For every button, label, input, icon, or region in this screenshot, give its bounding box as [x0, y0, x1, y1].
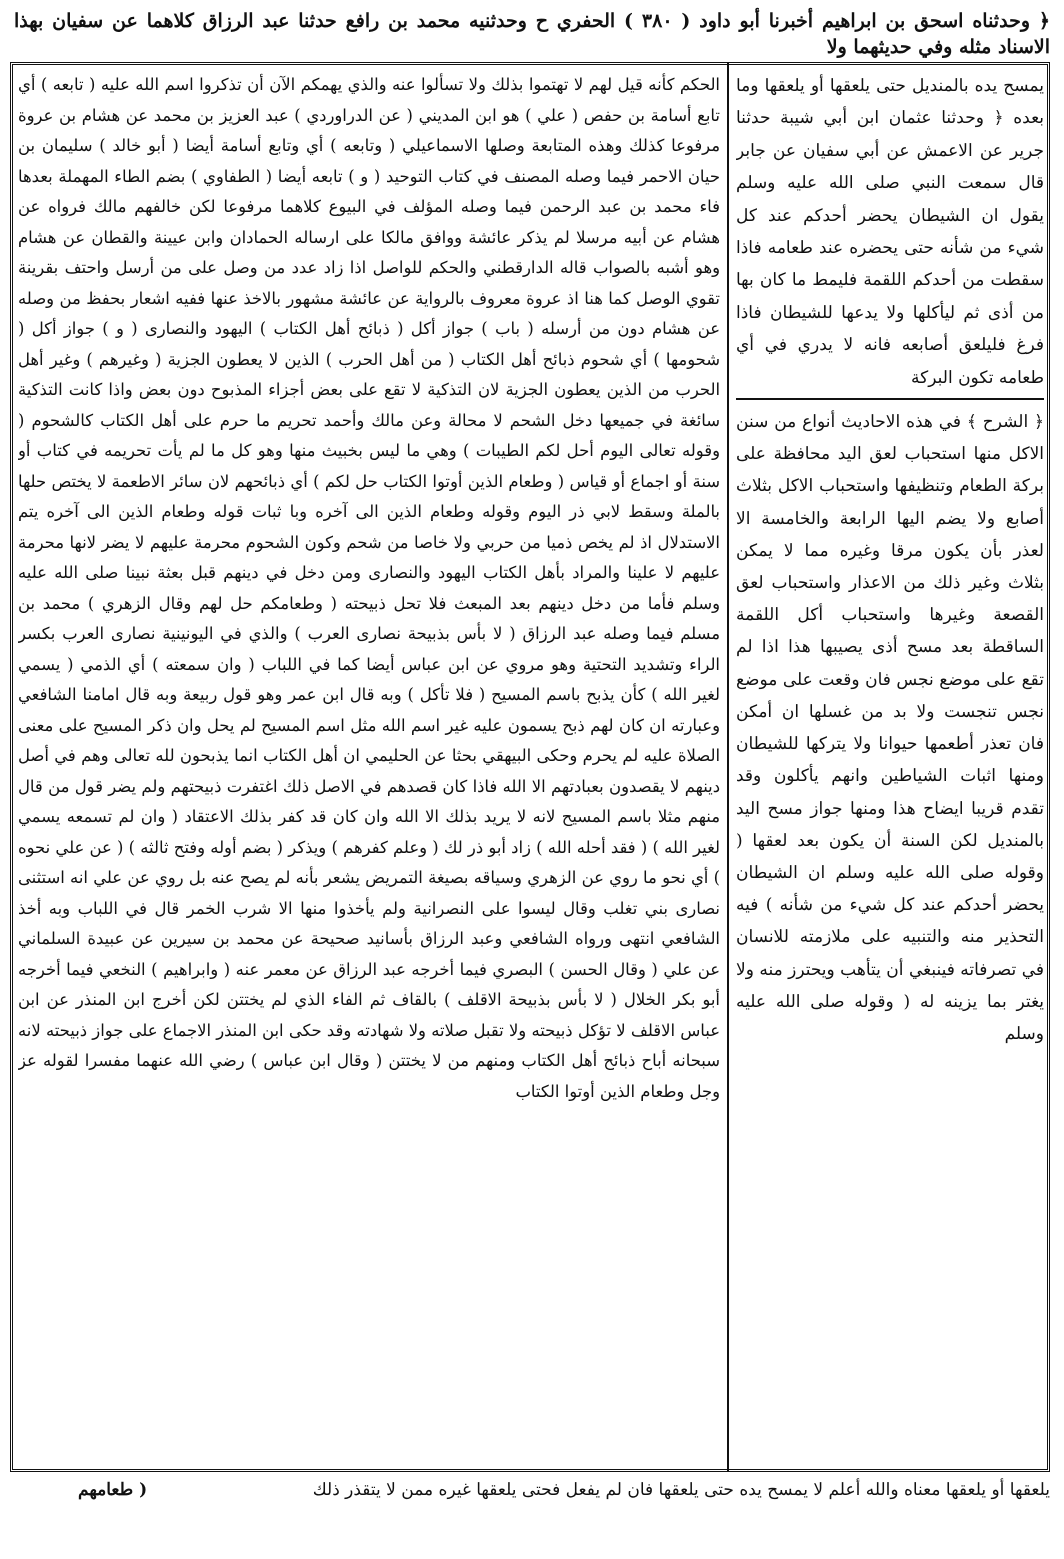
side-matn-text: يمسح يده بالمنديل حتى يلعقها أو يلعقها وما بعده ﴿ وحدثنا عثمان ابن أبي شيبة حدثنا جرير عن الاعمش عن أبي سفيان عن جابر قال سمعت النبي صلى الله عليه وسلم يقول ان الشيطان يحضر أحدكم عند كل شيء من شأنه حتى يحضره عند طعامه فاذا سقطت من أحدكم اللقمة فليمط ما كان بها من أذى ثم ليأكلها ولا يدعها للشيطان فاذا فرغ فليلعق أصابعه فانه لا يدري في أي طعامه تكون البركة: [736, 76, 1044, 388]
page-header-text: ﴿ وحدثناه اسحق بن ابراهيم أخبرنا أبو داود ( ٣٨٠ ) الحفري ح وحدثنيه محمد بن رافع حدثنا عبد الرزاق كلاهما عن سفيان بهذا الاسناد مثله وفي حديثهما ولا: [14, 10, 1050, 58]
side-separator-rule: [736, 398, 1044, 400]
main-column-text: الحكم كأنه قيل لهم لا تهتموا بذلك ولا تسألوا عنه والذي يهمكم الآن أن تذكروا اسم الله عليه ( تابعه ) أي تابع أسامة بن حفص ( علي ) هو ابن المديني ( عن الدراوردي ) عبد العزيز بن محمد عن هشام بن عروة مرفوعا كذلك وهذه المتابعة وصلها الاسماعيلي ( وتابعه ) أي وتابع أسامة أيضا ( أبو خالد ) سليمان بن حيان الاحمر فيما وصله المصنف في كتاب التوحيد ( و ) تابعه أيضا ( الطفاوي ) بضم الطاء المهملة بعدها فاء محمد بن عبد الرحمن فيما وصله المؤلف في البيوع كلاهما مرفوعا لكن خالفهم مالك فرواه عن هشام عن أبيه مرسلا لم يذكر عائشة ووافق مالكا على ارساله الحمادان وابن عيينة والقطان عن هشام وهو أشبه بالصواب قاله الدارقطني والحكم للواصل اذا زاد عدد من وصل على من أرسل واحتف بقرينة تقوي الوصل كما هنا اذ عروة معروف بالرواية عن عائشة مشهور بالاخذ عنها ففيه اشعار بحفظ من وصله عن هشام دون من أرسله ( باب ) جواز أكل ( ذبائح أهل الكتاب ) اليهود والنصارى ( و ) جواز أكل ( شحومها ) أي شحوم ذبائح أهل الكتاب ( من أهل الحرب ) الذين لا يعطون الجزية ( وغيرهم ) وغير أهل الحرب من الذين يعطون الجزية لان التذكية لا تقع على بعض أجزاء المذبوح دون بعض واذا كانت التذكية سائغة في جميعها دخل الشحم لا محالة وعن مالك وأحمد تحريم ما حرم على أهل الكتاب كالشحوم ( وقوله تعالى اليوم أحل لكم الطيبات ) وهي ما ليس بخبيث منها وهو كل ما لم يأت تحريمه في كتاب أو سنة أو اجماع أو قياس ( وطعام الذين أوتوا الكتاب حل لكم ) أي ذبائحهم لان سائر الاطعمة لا يختص حلها بالملة وسقط لابي ذر اليوم وقوله وطعام الذين الى آخره وبا ثبات قوله وطعام الذين الى آخره يتم الاستدلال اذ لم يخص ذميا من حربي ولا خاصا من شحم وكون الشحوم محرمة عليهم لا يضر لانها محرمة عليهم لا علينا والمراد بأهل الكتاب اليهود والنصارى ومن دخل في دينهم قبل بعثة نبينا صلى الله عليه وسلم فأما من دخل دينهم بعد المبعث فلا تحل ذبيحته ( وطعامكم حل لهم وقال الزهري ) محمد بن مسلم فيما وصله عبد الرزاق ( لا بأس بذبيحة نصارى العرب ) والذي في اليونينية نصارى العرب بكسر الراء وتشديد التحتية وهو مروي عن ابن عباس أيضا كما في اللباب ( وان سمعته ) أي الذمي ( يسمي لغير الله ) كأن يذبح باسم المسيح ( فلا تأكل ) وبه قال ابن عمر وهو قول ربيعة وبه قال امامنا الشافعي وعبارته ان كان لهم ذبح يسمون عليه غير اسم الله مثل اسم المسيح لم يحل وان ذكر المسيح على معنى الصلاة عليه لم يحرم وحكى البيهقي بحثا عن الحليمي ان أهل الكتاب انما يذبحون لله تعالى وهم في أصل دينهم لا يقصدون بعبادتهم الا الله فاذا كان قصدهم في الاصل ذلك اغتفرت ذبيحتهم ولم يضر قول من قال منهم مثلا باسم المسيح لانه لا يريد بذلك الا الله وان كان قد كفر بذلك الاعتقاد ( وان لم تسمعه يسمي لغير الله ) ( فقد أحله الله ) زاد أبو ذر لك ( وعلم كفرهم ) ويذكر ( بضم أوله وفتح ثالثه ) ( عن علي نحوه ) أي نحو ما روي عن الزهري وسياقه بصيغة التمريض يشعر بأنه لم يصح عنه بل روي عن علي انه استثنى نصارى بني تغلب وقال ليسوا على النصرانية ولم يأخذوا منها الا شرب الخمر قال في اللباب وبه أخذ الشافعي انتهى ورواه الشافعي وعبد الرزاق بأسانيد صحيحة عن محمد بن سيرين عن عبيدة السلماني عن علي ( وقال الحسن ) البصري فيما أخرجه عبد الرزاق عن معمر عنه ( وابراهيم ) النخعي فيما أخرجه أبو بكر الخلال ( لا بأس بذبيحة الاقلف ) بالقاف ثم الفاء الذي لم يختتن لكن أخرج ابن المنذر عن ابن عباس الاقلف لا تؤكل ذبيحته ولا تقبل صلاته ولا شهادته وقد حكى ابن المنذر الاجماع على جواز ذبيحته لانه سبحانه أباح ذبائح أهل الكتاب ومنهم من لا يختتن ( وقال ابن عباس ) رضي الله عنهما مفسرا لقوله عز وجل وطعام الذين أوتوا الكتاب: [18, 75, 720, 1101]
side-sharh-text: ﴿ الشرح ﴾ في هذه الاحاديث أنواع من سنن الاكل منها استحباب لعق اليد محافظة على بركة الطعام وتنظيفها واستحباب الاكل بثلاث أصابع ولا يضم اليها الرابعة والخامسة الا لعذر بأن يكون مرقا وغيره مما لا يمكن بثلاث وغير ذلك من الاعذار واستحباب لعق القصعة وغيرها واستحباب أكل اللقمة الساقطة بعد مسح أذى يصيبها هذا اذا لم تقع على موضع نجس فان وقعت على موضع نجس تنجست ولا بد من غسلها ان أمكن فان تعذر أطعمها حيوانا ولا يتركها للشيطان ومنها اثبات الشياطين وانهم يأكلون وقد تقدم قريبا ايضاح هذا ومنها جواز مسح اليد بالمنديل لكن السنة أن يكون بعد لعقها ( وقوله صلى الله عليه وسلم ان الشيطان يحضر أحدكم عند كل شيء من شأنه ) فيه التحذير منه والتنبيه على ملازمته للانسان في تصرفاته فينبغي أن يتأهب ويحترز منه ولا يغتر بما يزينه له ( وقوله صلى الله عليه وسلم: [736, 412, 1044, 1044]
footer-text: يلعقها أو يلعقها معناه والله أعلم لا يمسح يده حتى يلعقها فان لم يفعل فحتى يلعقها غيره ممن لا يتقذر ذلك: [312, 1480, 1050, 1500]
side-column: [736, 70, 1044, 1466]
page-footer: [14, 1476, 1050, 1512]
catchword: ( طعامهم: [78, 1480, 148, 1500]
column-divider: [727, 62, 729, 1472]
